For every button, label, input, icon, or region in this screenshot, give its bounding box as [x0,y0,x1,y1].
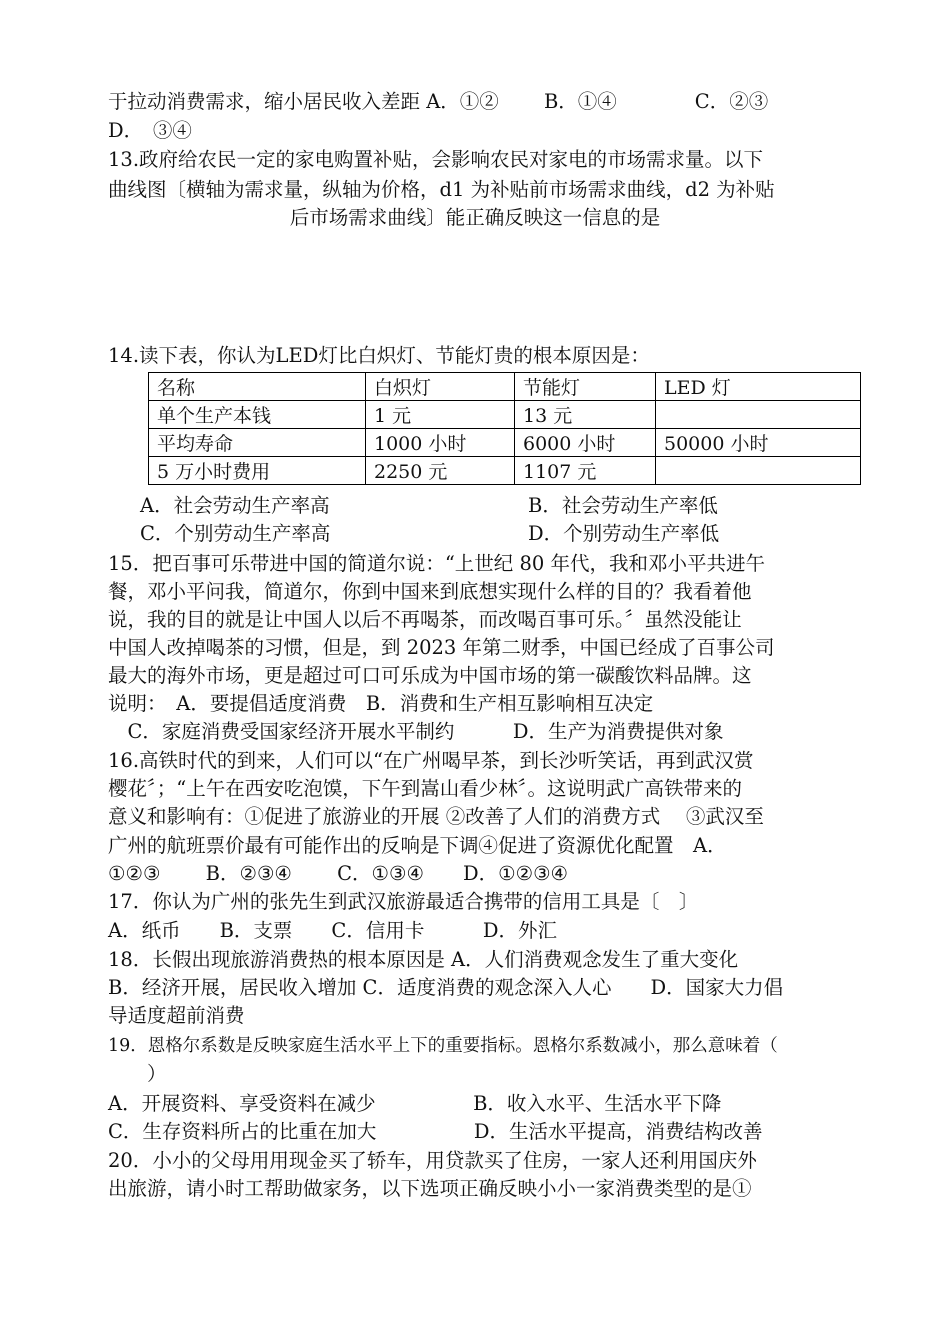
table-row [149,429,861,457]
table-cell: 6000 小时 [515,429,656,457]
table-cell [656,401,861,429]
text-line: B．经济开展，居民收入增加 C．适度消费的观念深入人心 D．国家大力倡 [108,976,784,999]
table-cell: 节能灯 [515,373,656,401]
text-line: 导适度超前消费 [108,1004,245,1027]
text-line: 20．小小的父母用用现金买了轿车，用贷款买了住房，一家人还利用国庆外 [108,1149,757,1172]
table-cell: 1000 小时 [366,429,515,457]
table-cell: 名称 [149,373,366,401]
table-cell: 1107 元 [515,457,656,485]
table-cell [656,457,861,485]
text-line: 出旅游，请小时工帮助做家务，以下选项正确反映小小一家消费类型的是① [108,1177,752,1200]
table-cell: 白炽灯 [366,373,515,401]
text-line: C．家庭消费受国家经济开展水平制约 D．生产为消费提供对象 [108,720,724,743]
option-a: A．社会劳动生产率高 [140,494,330,517]
table-cell: 5 万小时费用 [149,457,366,485]
table-cell: 2250 元 [366,457,515,485]
text-line: A．纸币 B．支票 C．信用卡 D．外汇 [108,919,557,942]
text-line: A．开展资料、享受资料在减少 B．收入水平、生活水平下降 [108,1092,722,1115]
text-line: 说明： A．要提倡适度消费 B．消费和生产相互影响相互决定 [108,692,654,715]
text-line: 15．把百事可乐带进中国的简道尔说：“上世纪 80 年代，我和邓小平共进午 [108,552,765,575]
option-b: B．社会劳动生产率低 [528,494,718,517]
option-d: D．个别劳动生产率低 [528,522,720,545]
table-cell: 单个生产本钱 [149,401,366,429]
table-cell: 平均寿命 [149,429,366,457]
text-line: ①②③ B．②③④ C．①③④ D．①②③④ [108,862,569,885]
text-line: C．生存资料所占的比重在加大 D．生活水平提高，消费结构改善 [108,1120,763,1143]
question-13-line-centered: 后市场需求曲线〕能正确反映这一信息的是 [289,206,661,229]
question-13-line: 13.政府给农民一定的家电购置补贴，会影响农民对家电的市场需求量。以下 [108,148,764,171]
question-13-line: 曲线图〔横轴为需求量，纵轴为价格，d1 为补贴前市场需求曲线，d2 为补贴 [108,178,775,201]
question-14-stem: 14.读下表，你认为LED灯比白炽灯、节能灯贵的根本原因是： [108,344,650,367]
table-cell: 13 元 [515,401,656,429]
text-line: 17．你认为广州的张先生到武汉旅游最适合携带的信用工具是〔 〕 [108,890,699,913]
text-line: 中国人改掉喝茶的习惯，但是，到 2023 年第二财季，中国已经成了百事公司 [108,636,775,659]
text-line: 18．长假出现旅游消费热的根本原因是 A．人们消费观念发生了重大变化 [108,948,739,971]
text-line: 最大的海外市场，更是超过可口可乐成为中国市场的第一碳酸饮料品牌。这 [108,664,752,687]
text-line: D． ③④ [108,119,192,142]
text-line: 19．恩格尔系数是反映家庭生活水平上下的重要指标。恩格尔系数减小，那么意味着（ [108,1036,778,1056]
text-line: ） [108,1062,167,1085]
text-line: 意义和影响有：①促进了旅游业的开展 ②改善了人们的消费方式 ③武汉至 [108,805,764,828]
text-line: 广州的航班票价最有可能作出的反响是下调④促进了资源优化配置 A． [108,834,727,857]
table-row [149,373,861,401]
option-c: C．个别劳动生产率高 [140,522,331,545]
table-cell: 1 元 [366,401,515,429]
text-line: 餐，邓小平问我，简道尔，你到中国来到底想实现什么样的目的？我看着他 [108,580,752,603]
text-line: 说，我的目的就是让中国人以后不再喝茶，而改喝百事可乐。〞虽然没能让 [108,608,742,631]
lamp-cost-table [148,372,861,485]
text-line: 樱花〞；“上午在西安吃泡馍，下午到嵩山看少林〞。这说明武广高铁带来的 [108,777,742,800]
table-row [149,401,861,429]
table-cell: 50000 小时 [656,429,861,457]
text-line: 16.高铁时代的到来，人们可以“在广州喝早茶，到长沙听笑话，再到武汉赏 [108,749,754,772]
table-row [149,457,861,485]
table-cell: LED 灯 [656,373,861,401]
text-line: 于拉动消费需求，缩小居民收入差距 A．①② B．①④ C．②③ [108,90,769,113]
